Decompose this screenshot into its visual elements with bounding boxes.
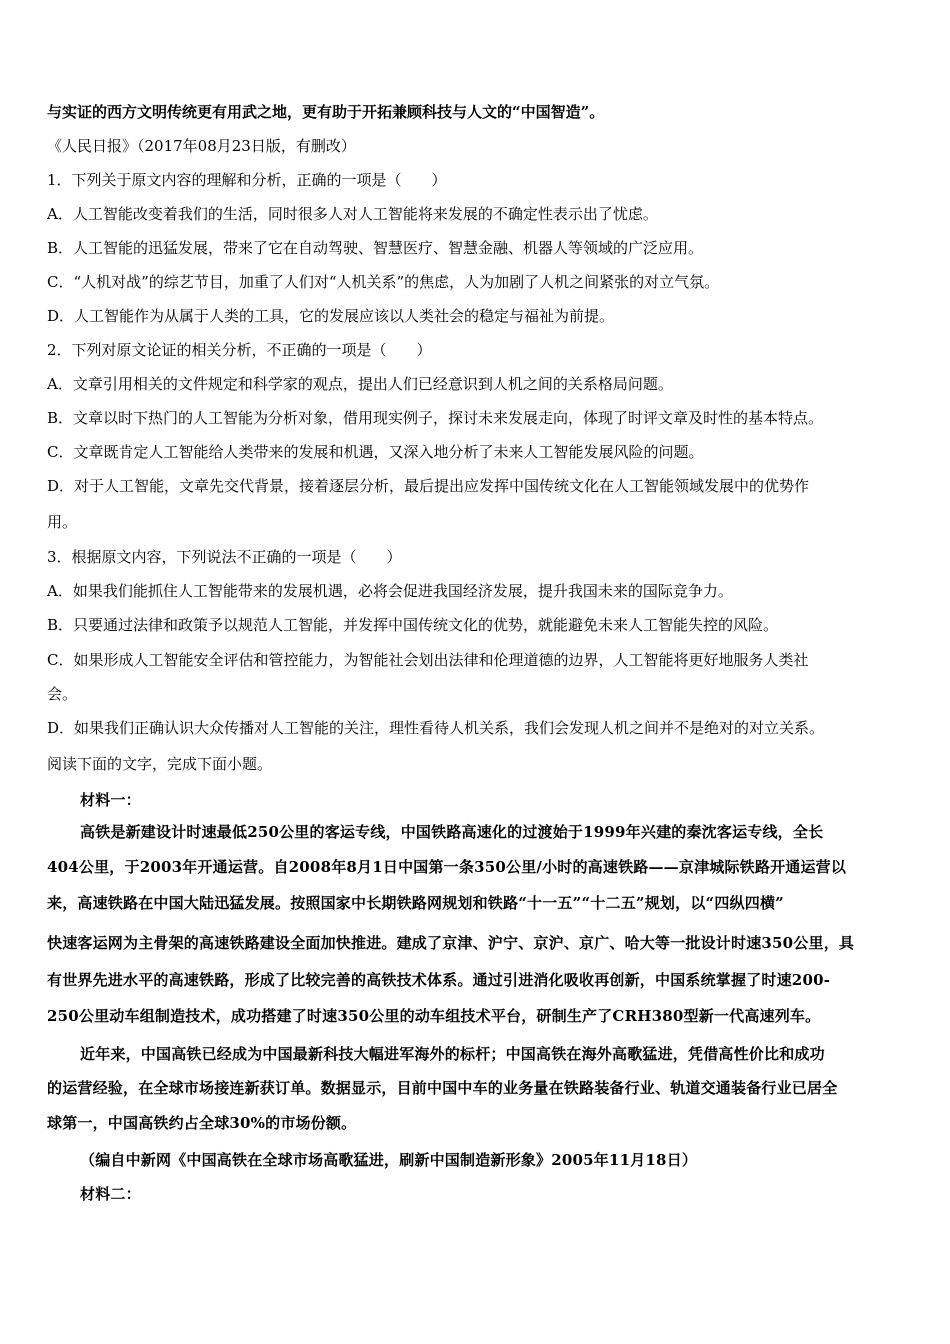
material-1-paragraph-line: 近年来，中国高铁已经成为中国最新科技大幅进军海外的标杆；中国高铁在海外高歌猛进，凭借高性价比和成功 <box>80 1045 825 1063</box>
question-2-option-d-cont: 用。 <box>47 513 78 531</box>
question-1-option-d: D．人工智能作为从属于人类的工具，它的发展应该以人类社会的稳定与福祉为前提。 <box>47 307 615 325</box>
passage-end-line: 与实证的西方文明传统更有用武之地，更有助于开拓兼顾科技与人文的“中国智造”。 <box>47 103 605 121</box>
source-citation: 《人民日报》（2017年08月23日版，有删改） <box>47 137 356 155</box>
question-3-option-c: C．如果形成人工智能安全评估和管控能力，为智能社会划出法律和伦理道德的边界，人工智能将更好地服务人类社 <box>47 651 809 669</box>
material-2-label: 材料二： <box>80 1185 141 1203</box>
material-1-paragraph-line: 高铁是新建设计时速最低250公里的客运专线，中国铁路高速化的过渡始于1999年兴建的秦沈客运专线，全长 <box>80 823 824 841</box>
material-1-paragraph-line: 有世界先进水平的高速铁路，形成了比较完善的高铁技术体系。通过引进消化吸收再创新，中国系统掌握了时速200- <box>47 971 831 989</box>
material-1-paragraph-line: 的运营经验，在全球市场接连新获订单。数据显示，目前中国中车的业务量在铁路装备行业、轨道交通装备行业已居全 <box>47 1079 838 1097</box>
material-1-paragraph-line: 404公里，于2003年开通运营。自2008年8月1日中国第一条350公里/小时的高速铁路——京津城际铁路开通运营以 <box>47 858 847 876</box>
question-1-option-a: A．人工智能改变着我们的生活，同时很多人对人工智能将来发展的不确定性表示出了忧虑。 <box>47 205 658 223</box>
question-2-option-d: D．对于人工智能，文章先交代背景，接着逐层分析，最后提出应发挥中国传统文化在人工智能领域发展中的优势作 <box>47 477 810 495</box>
question-2-option-a: A．文章引用相关的文件规定和科学家的观点，提出人们已经意识到人机之间的关系格局问题。 <box>47 375 673 393</box>
material-1-source: （编自中新网《中国高铁在全球市场高歌猛进，刷新中国制造新形象》2005年11月18日） <box>80 1151 698 1169</box>
question-1-option-c: C．“人机对战”的综艺节目，加重了人们对“人机关系”的焦虑，人为加剧了人机之间紧张的对立气氛。 <box>47 273 720 291</box>
reading-instruction: 阅读下面的文字，完成下面小题。 <box>47 755 273 773</box>
question-3-option-d: D．如果我们正确认识大众传播对人工智能的关注，理性看待人机关系，我们会发现人机之间并不是绝对的对立关系。 <box>47 719 825 737</box>
question-2-option-c: C．文章既肯定人工智能给人类带来的发展和机遇，又深入地分析了未来人工智能发展风险的问题。 <box>47 443 704 461</box>
question-1-stem: 1．下列关于原文内容的理解和分析，正确的一项是（ ） <box>47 171 447 189</box>
question-3-option-b: B．只要通过法律和政策予以规范人工智能，并发挥中国传统文化的优势，就能避免未来人工智能失控的风险。 <box>47 616 779 634</box>
material-1-paragraph-line: 球第一，中国高铁约占全球30%的市场份额。 <box>47 1114 357 1132</box>
material-1-paragraph-line: 250公里动车组制造技术，成功搭建了时速350公里的动车组技术平台，研制生产了CRH380型新一代高速列车。 <box>47 1007 821 1025</box>
material-1-label: 材料一： <box>80 791 141 809</box>
material-1-paragraph-line: 快速客运网为主骨架的高速铁路建设全面加快推进。建成了京津、沪宁、京沪、京广、哈大等一批设计时速350公里，具 <box>47 934 855 952</box>
question-1-option-b: B．人工智能的迅猛发展，带来了它在自动驾驶、智慧医疗、智慧金融、机器人等领域的广泛应用。 <box>47 239 704 257</box>
question-3-option-c-cont: 会。 <box>47 685 78 703</box>
question-3-option-a: A．如果我们能抓住人工智能带来的发展机遇，必将会促进我国经济发展，提升我国未来的国际竞争力。 <box>47 582 733 600</box>
question-2-stem: 2．下列对原文论证的相关分析，不正确的一项是（ ） <box>47 341 432 359</box>
question-2-option-b: B．文章以时下热门的人工智能为分析对象，借用现实例子，探讨未来发展走向，体现了时评文章及时性的基本特点。 <box>47 409 824 427</box>
question-3-stem: 3．根据原文内容，下列说法不正确的一项是（ ） <box>47 548 402 566</box>
material-1-paragraph-line: 来，高速铁路在中国大陆迅猛发展。按照国家中长期铁路网规划和铁路“十一五”“十二五”规划，以“四纵四横” <box>47 894 784 912</box>
